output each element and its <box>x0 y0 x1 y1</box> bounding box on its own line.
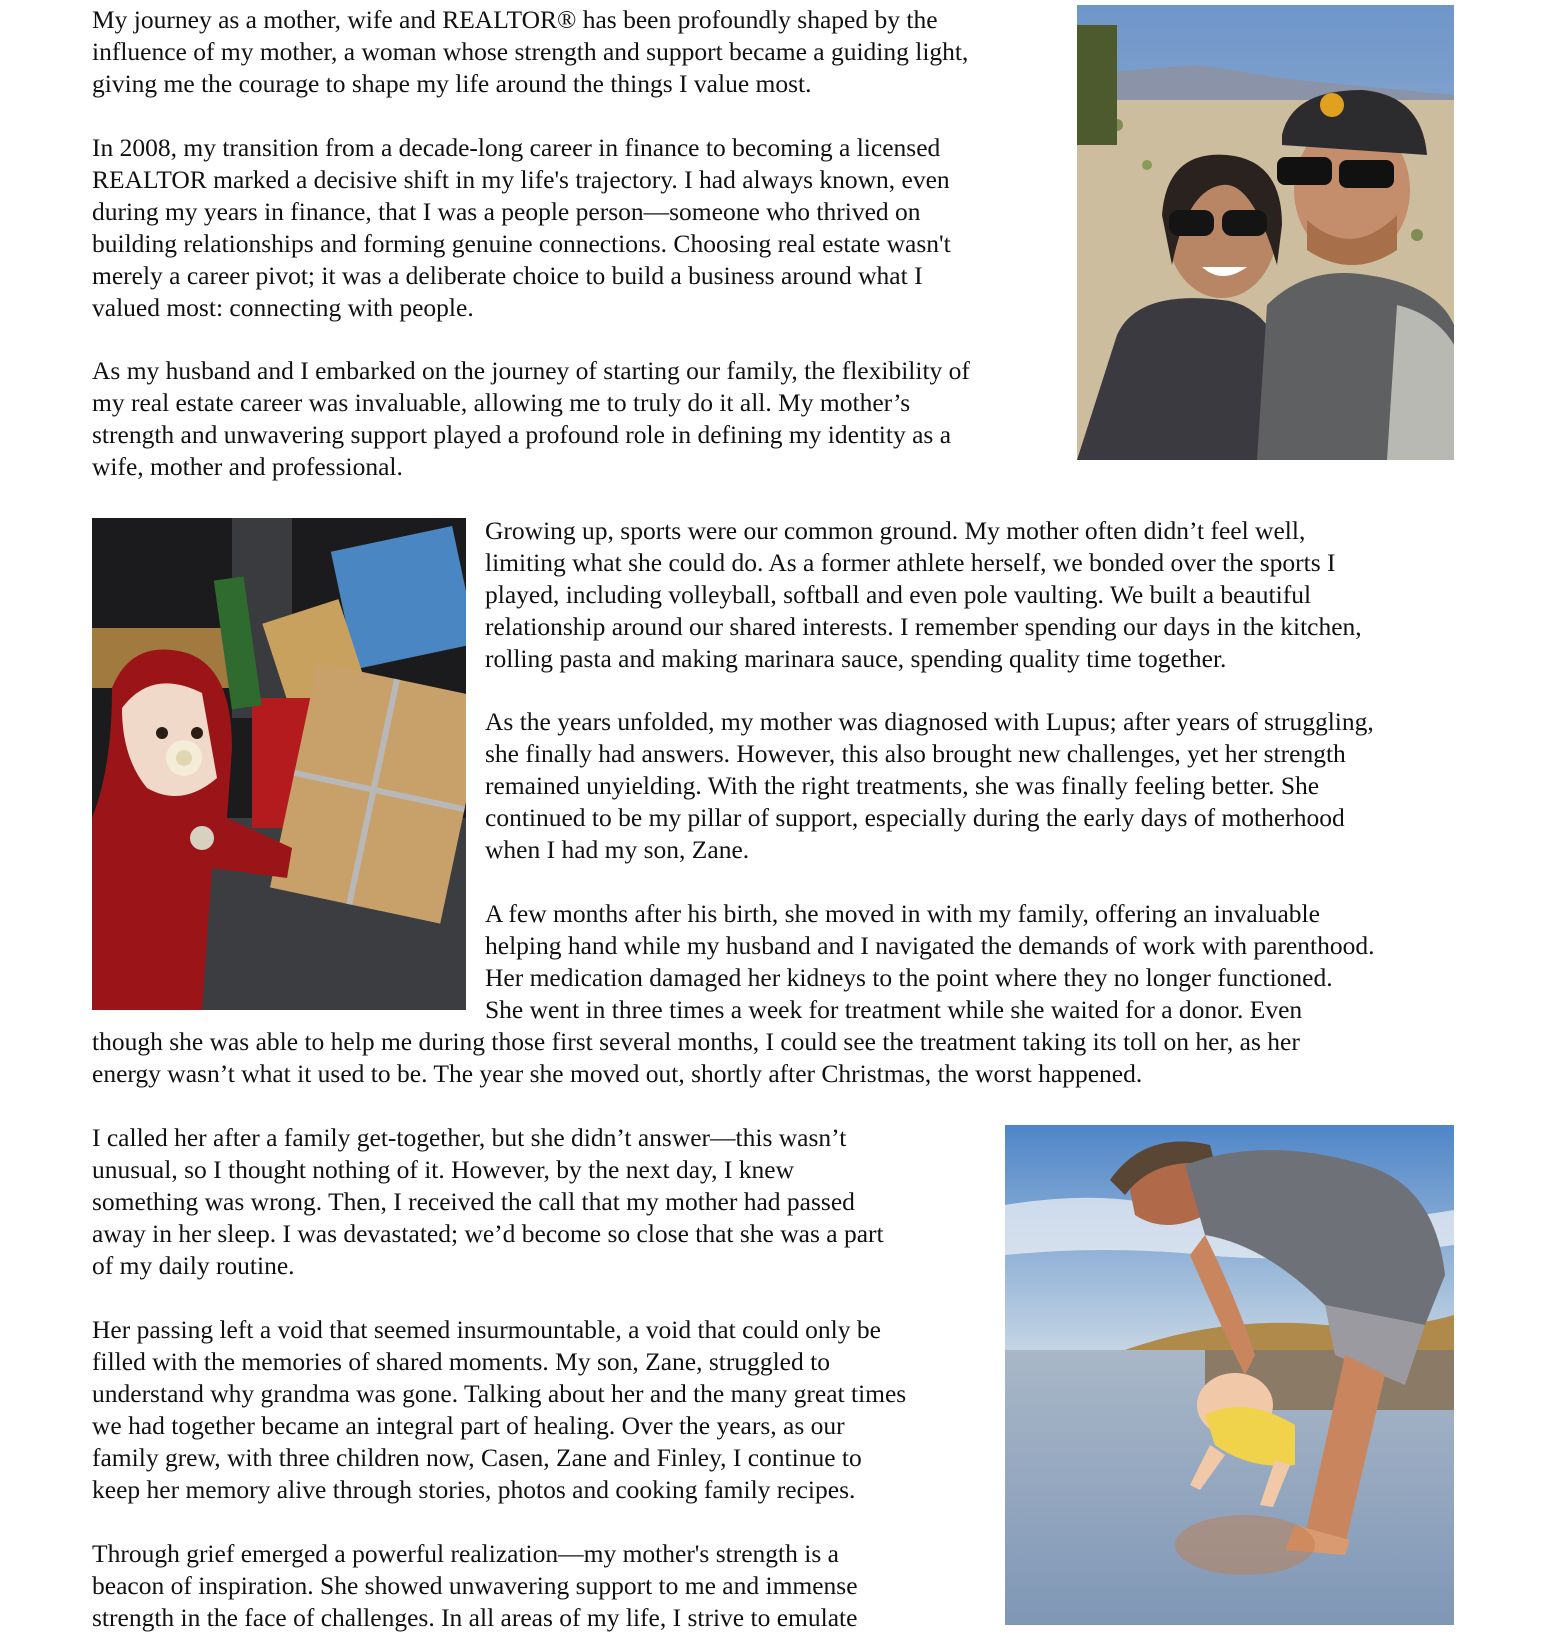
couple-photo <box>1077 5 1454 460</box>
beach-photo <box>1005 1125 1454 1625</box>
paragraph-void: Her passing left a void that seemed insurmountable, a void that could only be filled with the memories of shared moments. My son, Zane, struggled to understand why grandma was gone. Talking about her and the many great times we had together became an integral part of healing. Over the years, as our family grew, with three children now, Casen, Zane and Finley, I continue to keep her memory alive through stories, photos and cooking family recipes. <box>92 1315 907 1504</box>
couple-selfie-image <box>1077 5 1454 460</box>
paragraph-career: In 2008, my transition from a decade-long career in finance to becoming a licensed REALTOR marked a decisive shift in my life's trajectory. I had always known, even during my years in finance, that I was a people person—someone who thrived on building relationships and forming genuine connections. Choosing real estate wasn't merely a career pivot; it was a deliberate choice to build a business around what I valued most: connecting with people. <box>92 133 951 322</box>
paragraph-realization: Through grief emerged a powerful realization—my mother's strength is a beacon of inspiration. She showed unwavering support to me and immense strength in the face of challenges. In all areas of my life, I strive to emulate <box>92 1539 858 1632</box>
paragraph-phone-call: I called her after a family get-together, but she didn’t answer—this wasn’t unusual, so I thought nothing of it. However, by the next day, I knew something was wrong. Then, I received the call that my mother had passed away in her sleep. I was devastated; we’d become so close that she was a part of my daily routine. <box>92 1123 884 1280</box>
paragraph-moved-in-part1: A few months after his birth, she moved in with my family, offering an invaluable helping hand while my husband and I navigated the demands of work with parenthood. Her medication damaged her kidneys to the point where they no longer functioned. She went in three times a week for treatment while she waited for a donor. Even <box>485 899 1375 1024</box>
child-christmas-image <box>92 518 466 1010</box>
paragraph-intro: My journey as a mother, wife and REALTOR® has been profoundly shaped by the influence of my mother, a woman whose strength and support became a guiding light, giving me the courage to shape my life around the things I value most. <box>92 5 969 98</box>
paragraph-lupus: As the years unfolded, my mother was diagnosed with Lupus; after years of struggling, she finally had answers. However, this also brought new challenges, yet her strength remained unyielding. With the right treatments, she was finally feeling better. She continued to be my pillar of support, especially during the early days of motherhood when I had my son, Zane. <box>485 707 1374 864</box>
father-baby-beach-image <box>1005 1125 1454 1625</box>
paragraph-moved-in-part2: though she was able to help me during those first several months, I could see the treatment taking its toll on her, as her energy wasn’t what it used to be. The year she moved out, shortly after Christmas, the worst happened. <box>92 1027 1300 1088</box>
paragraph-sports: Growing up, sports were our common ground. My mother often didn’t feel well, limiting what she could do. As a former athlete herself, we bonded over the sports I played, including volleyball, softball and even pole vaulting. We built a beautiful relationship around our shared interests. I remember spending our days in the kitchen, rolling pasta and making marinara sauce, spending quality time together. <box>485 516 1362 673</box>
child-photo <box>92 518 466 1010</box>
paragraph-family: As my husband and I embarked on the journey of starting our family, the flexibility of my real estate career was invaluable, allowing me to truly do it all. My mother’s strength and unwavering support played a profound role in defining my identity as a wife, mother and professional. <box>92 356 970 481</box>
